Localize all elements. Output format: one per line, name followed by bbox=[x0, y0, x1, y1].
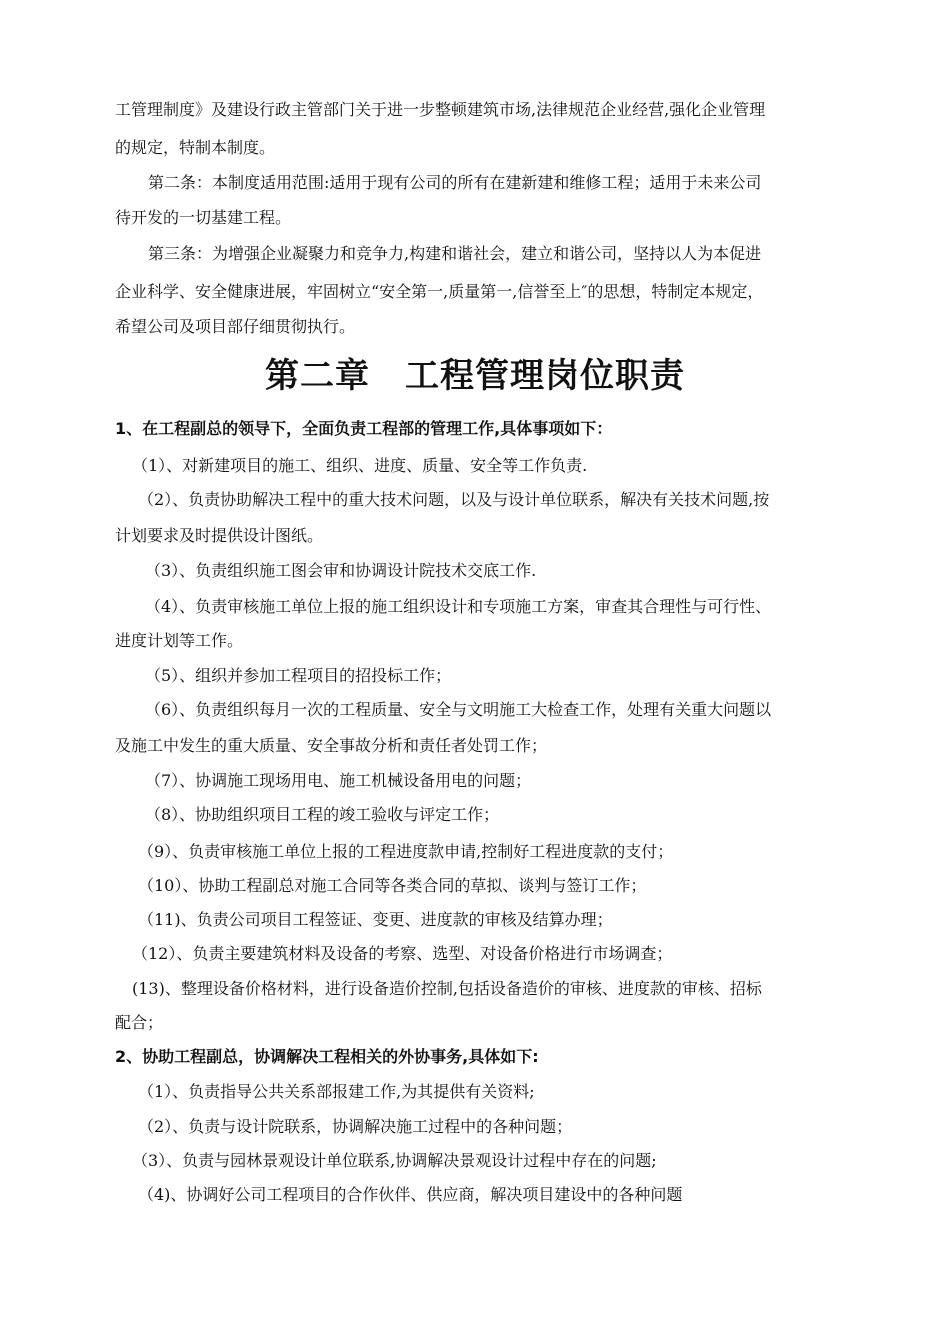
article-3-line: 企业科学、安全健康进展，牢固树立“安全第一,质量第一,信誉至上″的思想，特制定本规定， bbox=[115, 282, 764, 301]
section-1-heading: 1、在工程副总的领导下，全面负责工程部的管理工作,具体事项如下： bbox=[115, 419, 613, 438]
duty-item: （4)、协调好公司工程项目的合作伙伴、供应商，解决项目建设中的各种问题 bbox=[138, 1185, 683, 1204]
article-2-line: 待开发的一切基建工程。 bbox=[115, 208, 292, 227]
duty-item: （8）、协助组织项目工程的竣工验收与评定工作； bbox=[145, 805, 500, 824]
intro-line: 工管理制度》及建设行政主管部门关于进一步整顿建筑市场,法律规范企业经营,强化企业管理 bbox=[115, 100, 766, 119]
article-3-line: 第三条：为增强企业凝聚力和竞争力,构建和谐社会，建立和谐公司，坚持以人为本促进 bbox=[148, 244, 762, 263]
duty-item: (13)、整理设备价格材料，进行设备造价控制,包括设备造价的审核、进度款的审核、招标 bbox=[132, 979, 762, 998]
duty-item: （10）、协助工程副总对施工合同等各类合同的草拟、谈判与签订工作； bbox=[138, 876, 647, 895]
duty-item-continued: 进度计划等工作。 bbox=[115, 631, 244, 650]
duty-item: （3）、负责与园林景观设计单位联系,协调解决景观设计过程中存在的问题; bbox=[132, 1151, 657, 1170]
duty-item-continued: 计划要求及时提供设计图纸。 bbox=[115, 526, 324, 545]
article-3-line: 希望公司及项目部仔细贯彻执行。 bbox=[115, 317, 356, 336]
article-2-line: 第二条：本制度适用范围:适用于现有公司的所有在建新建和维修工程；适用于未来公司 bbox=[148, 173, 762, 192]
duty-item: （6）、负责组织每月一次的工程质量、安全与文明施工大检查工作，处理有关重大问题以 bbox=[145, 700, 772, 719]
duty-item: （7）、协调施工现场用电、施工机械设备用电的问题； bbox=[145, 771, 532, 790]
section-2-heading: 2、协助工程副总，协调解决工程相关的外协事务,具体如下: bbox=[115, 1047, 539, 1066]
duty-item: （4）、负责审核施工单位上报的施工组织设计和专项施工方案，审查其合理性与可行性、 bbox=[145, 597, 772, 616]
duty-item: （5）、组织并参加工程项目的招投标工作； bbox=[145, 666, 452, 685]
duty-item: （3）、负责组织施工图会审和协调设计院技术交底工作. bbox=[145, 561, 537, 580]
intro-line: 的规定，特制本制度。 bbox=[115, 138, 276, 157]
duty-item: （11)、负责公司项目工程签证、变更、进度款的审核及结算办理； bbox=[138, 910, 613, 929]
duty-item: （12）、负责主要建筑材料及设备的考察、选型、对设备价格进行市场调查； bbox=[132, 944, 673, 963]
duty-item: （9）、负责审核施工单位上报的工程进度款申请,控制好工程进度款的支付； bbox=[138, 842, 674, 861]
duty-item-continued: 配合； bbox=[115, 1013, 164, 1032]
duty-item-continued: 及施工中发生的重大质量、安全事故分析和责任者处罚工作； bbox=[115, 736, 548, 755]
duty-item: （2）、负责与设计院联系，协调解决施工过程中的各种问题； bbox=[138, 1117, 573, 1136]
duty-item: （1）、对新建项目的施工、组织、进度、质量、安全等工作负责. bbox=[132, 456, 588, 475]
chapter-title: 第二章 工程管理岗位职责 bbox=[265, 356, 685, 396]
duty-item: （2）、负责协助解决工程中的重大技术问题，以及与设计单位联系，解决有关技术问题,按 bbox=[138, 490, 770, 509]
duty-item: （1）、负责指导公共关系部报建工作,为其提供有关资料; bbox=[138, 1082, 535, 1101]
